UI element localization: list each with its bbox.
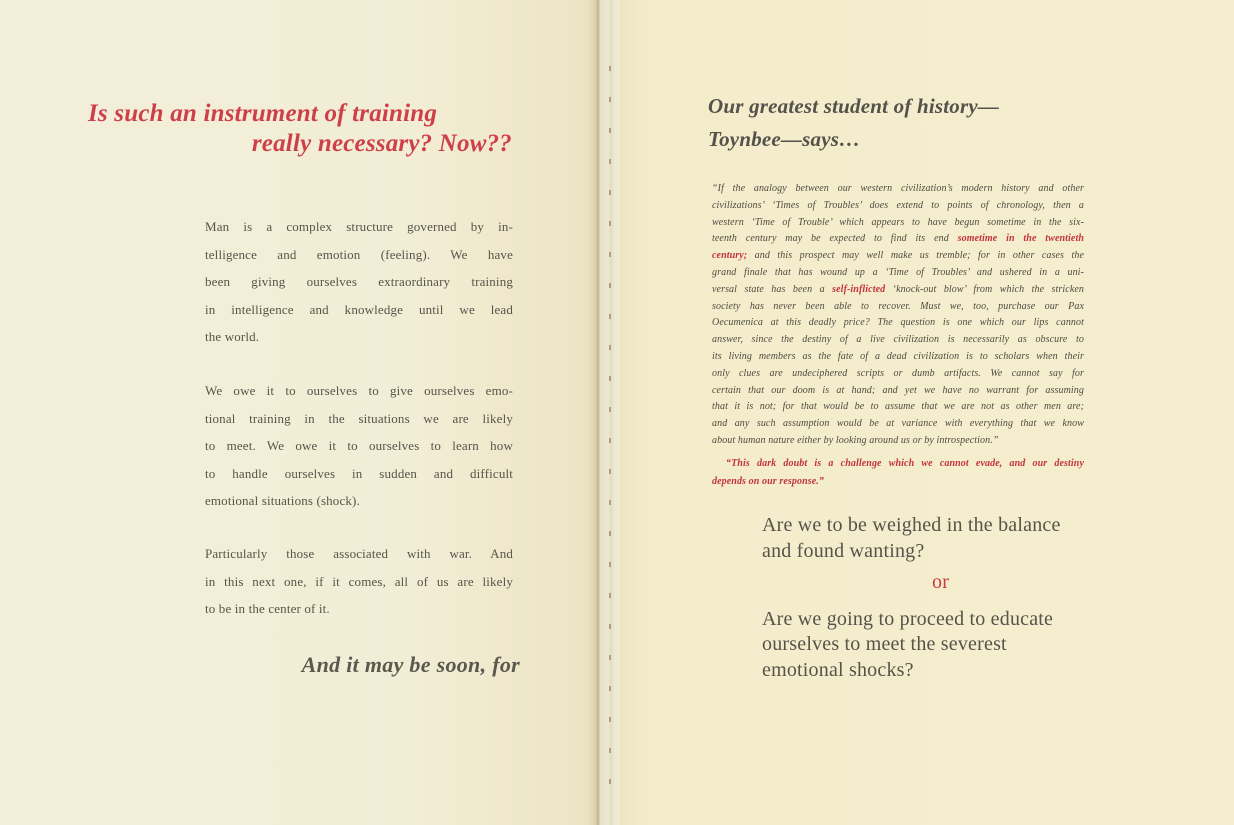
closing-questions xyxy=(762,513,1107,683)
left-page-heading xyxy=(88,99,512,159)
quote-line: society has never been able to recover. Must we, too, purchase our Pax xyxy=(712,300,1084,312)
quote-line: about human nature either by looking around us or by introspection.” xyxy=(712,434,999,446)
left-closing-line: And it may be soon, for xyxy=(301,652,520,677)
quote-line: Oecumenica at this deadly price? The question is one which our lips cannot xyxy=(712,317,1084,329)
quote-line: and any such assumption would be at variance with everything that we know xyxy=(712,418,1084,430)
or-separator: or xyxy=(932,571,950,593)
quote-line xyxy=(712,231,1084,248)
red-conclusion-note xyxy=(712,455,1084,491)
left-page xyxy=(0,0,600,825)
toynbee-quote xyxy=(712,181,1084,491)
question2-line1: Are we going to proceed to educate xyxy=(762,607,1054,630)
quote-highlight-red: century; xyxy=(712,250,748,262)
page-edge-shadow xyxy=(0,0,18,825)
right-page-heading xyxy=(708,90,1128,156)
paragraph-line: the world. xyxy=(205,329,260,344)
quote-line: that it is not; for that would be to assume that we are not as other men are; xyxy=(712,401,1084,413)
binding-stitches xyxy=(609,40,611,800)
quote-line xyxy=(712,282,1084,299)
quote-line xyxy=(712,248,1084,265)
quote-line: civilizations’ ‘Times of Troubles’ does extend to points of chronology, then a xyxy=(712,199,1084,211)
left-paragraph-3 xyxy=(205,540,513,623)
paragraph-line: been giving ourselves extraordinary training xyxy=(205,274,513,289)
question1-line2: and found wanting? xyxy=(762,539,925,562)
quote-line: answer, since the destiny of a live civilization is necessarily as obscure to xyxy=(712,334,1084,346)
paragraph-line: We owe it to ourselves to give ourselves emo- xyxy=(205,383,513,398)
quote-line: western ‘Time of Trouble’ which appears to have begun sometime in the six- xyxy=(712,216,1084,228)
right-heading-line1: Our greatest student of history— xyxy=(708,94,1000,118)
quote-line: only clues are undeciphered scripts or dumb artifacts. We cannot say for xyxy=(712,367,1084,379)
question1-line1: Are we to be weighed in the balance xyxy=(762,514,1061,536)
quote-line: “If the analogy between our western civilization’s modern history and other xyxy=(712,183,1084,194)
left-heading-line2: really necessary? Now?? xyxy=(251,130,512,157)
left-paragraph-2 xyxy=(205,377,513,515)
paragraph-line: in this next one, if it comes, all of us are likely xyxy=(205,573,513,589)
quote-highlight-red: sometime in the twentieth xyxy=(957,233,1084,245)
left-paragraph-1 xyxy=(205,213,513,351)
paragraph-line: emotional situations (shock). xyxy=(205,493,360,508)
left-heading-line1: Is such an instrument of training xyxy=(88,100,438,127)
question2-line3: emotional shocks? xyxy=(762,658,914,681)
quote-line: grand finale that has wound up a ‘Time of Troubles’ and ushered in a uni- xyxy=(712,266,1084,278)
paragraph-line: in intelligence and knowledge until we lead xyxy=(205,301,513,317)
paragraph-line: to be in the center of it. xyxy=(205,601,330,616)
quote-text: teenth century may be expected to find its end xyxy=(712,233,958,245)
paragraph-line: Man is a complex structure governed by in- xyxy=(205,219,513,234)
quote-text: versal state has been a xyxy=(712,283,833,295)
paragraph-line: to handle ourselves in sudden and difficult xyxy=(205,465,513,481)
red-note-line1: “This dark doubt is a challenge which we cannot evade, and our destiny xyxy=(726,457,1084,469)
paragraph-line: telligence and emotion (feeling). We have xyxy=(205,246,513,262)
quote-highlight-red: self-inflicted xyxy=(832,283,886,295)
question2-line2: ourselves to meet the severest xyxy=(762,633,1007,655)
red-note-line2: depends on our response.” xyxy=(712,475,824,487)
quote-line: its living members as the fate of a dead civilization is to scholars when their xyxy=(712,350,1084,362)
quote-text: ‘knock-out blow’ from which the stricken xyxy=(885,283,1084,295)
paragraph-line: to meet. We owe it to ourselves to learn how xyxy=(205,438,513,453)
quote-line: certain that our doom is at hand; and yet we have no warrant for assuming xyxy=(712,384,1084,396)
right-heading-line2: Toynbee—says… xyxy=(708,127,861,151)
quote-text: and this prospect may well make us tremble; for in other cases the xyxy=(747,250,1084,262)
paragraph-line: tional training in the situations we are likely xyxy=(205,410,513,426)
paragraph-line: Particularly those associated with war. And xyxy=(205,546,513,561)
right-page xyxy=(620,0,1234,825)
